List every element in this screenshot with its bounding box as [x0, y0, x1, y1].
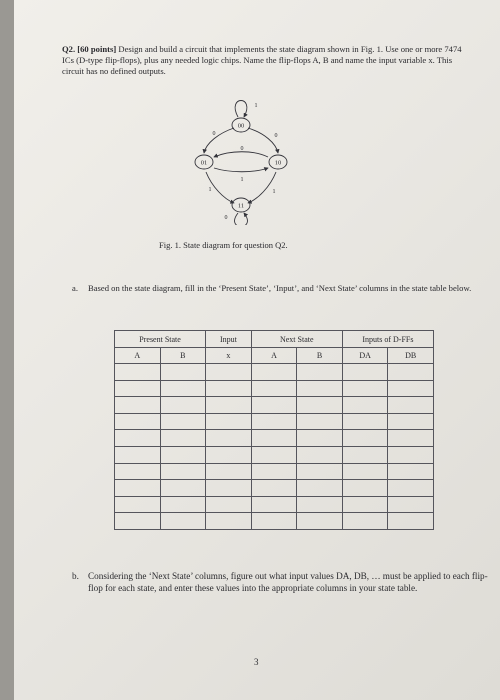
table-row [115, 413, 434, 430]
table-cell [388, 496, 434, 513]
state-table-body [115, 364, 434, 530]
table-cell [297, 496, 343, 513]
table-cell [297, 397, 343, 414]
table-cell [115, 430, 161, 447]
table-cell [115, 447, 161, 464]
table-row [115, 430, 434, 447]
loop-00 [235, 101, 247, 118]
table-cell [388, 447, 434, 464]
table-cell [342, 513, 388, 530]
table-cell [342, 463, 388, 480]
edge-10-01 [214, 152, 268, 157]
state-diagram [164, 95, 314, 225]
state-11-label: 11 [237, 202, 245, 210]
table-sub-header-row [115, 348, 434, 364]
table-cell [160, 447, 206, 464]
page-number: 3 [254, 657, 259, 667]
table-cell [206, 447, 252, 464]
edge-00-10 [248, 128, 278, 153]
edge-10-11 [248, 172, 276, 203]
table-cell [342, 413, 388, 430]
table-cell [297, 364, 343, 381]
table-group-header-row [115, 331, 434, 348]
table-cell [160, 380, 206, 397]
part-b [72, 571, 492, 594]
table-cell [115, 513, 161, 530]
label-10-01: 0 [240, 146, 244, 152]
table-cell [206, 413, 252, 430]
table-cell [160, 496, 206, 513]
table-cell [342, 380, 388, 397]
table-cell [388, 430, 434, 447]
table-cell [115, 413, 161, 430]
table-cell [160, 430, 206, 447]
part-a [72, 283, 472, 294]
subheader-db: DB [388, 348, 434, 364]
header-present-state: Present State [115, 331, 206, 348]
table-cell [342, 447, 388, 464]
table-cell [206, 496, 252, 513]
subheader-present-b: B [160, 348, 206, 364]
table-cell [115, 397, 161, 414]
table-cell [342, 397, 388, 414]
state-01-label: 01 [200, 159, 208, 167]
table-cell [251, 463, 297, 480]
header-next-state: Next State [251, 331, 342, 348]
label-00-01: 0 [212, 131, 216, 137]
part-a-label: a. [72, 283, 78, 293]
table-row [115, 364, 434, 381]
label-loop-00: 1 [254, 103, 258, 109]
part-b-text: Considering the ‘Next State’ columns, figure out what input values DA, DB, … must be applied to each flip-flop for each state, and enter these values into the appropriate columns in your state table. [88, 571, 488, 593]
subheader-present-a: A [115, 348, 161, 364]
table-cell [251, 480, 297, 497]
table-cell [388, 480, 434, 497]
table-cell [342, 430, 388, 447]
question-header [62, 44, 472, 77]
table-cell [342, 480, 388, 497]
table-cell [115, 380, 161, 397]
table-row [115, 380, 434, 397]
table-cell [388, 463, 434, 480]
table-cell [206, 480, 252, 497]
table-cell [160, 364, 206, 381]
header-input: Input [206, 331, 252, 348]
table-cell [251, 397, 297, 414]
part-a-text: Based on the state diagram, fill in the ‘Present State’, ‘Input’, and ‘Next State’ columns in the state table below. [88, 283, 472, 293]
label-00-10: 0 [274, 133, 278, 139]
table-cell [342, 496, 388, 513]
table-cell [206, 463, 252, 480]
state-table [114, 330, 434, 530]
table-row [115, 496, 434, 513]
label-01-11: 1 [208, 187, 212, 193]
table-cell [206, 397, 252, 414]
table-row [115, 513, 434, 530]
table-cell [160, 480, 206, 497]
table-cell [251, 413, 297, 430]
table-row [115, 447, 434, 464]
table-cell [115, 364, 161, 381]
table-row [115, 397, 434, 414]
table-cell [251, 496, 297, 513]
question-body: Design and build a circuit that implements the state diagram shown in Fig. 1. Use one or more 7474 ICs (D-type flip-flops), plus any needed logic chips. Name the flip-flops A, B and name the input variable x. This circuit has no defined outputs. [62, 44, 462, 76]
loop-11 [235, 213, 248, 225]
table-cell [206, 364, 252, 381]
subheader-next-b: B [297, 348, 343, 364]
part-b-label: b. [72, 571, 79, 581]
table-cell [297, 513, 343, 530]
table-cell [115, 496, 161, 513]
state-10-label: 10 [274, 159, 282, 167]
table-cell [251, 364, 297, 381]
table-cell [160, 413, 206, 430]
label-loop-11: 0 [224, 215, 228, 221]
subheader-next-a: A [251, 348, 297, 364]
table-row [115, 463, 434, 480]
label-01-10: 1 [240, 177, 244, 183]
table-cell [251, 447, 297, 464]
table-cell [297, 380, 343, 397]
table-cell [206, 380, 252, 397]
table-cell [160, 463, 206, 480]
table-cell [206, 430, 252, 447]
table-cell [206, 513, 252, 530]
table-cell [251, 380, 297, 397]
table-cell [160, 513, 206, 530]
table-cell [297, 480, 343, 497]
table-cell [388, 413, 434, 430]
table-cell [342, 364, 388, 381]
table-cell [297, 430, 343, 447]
edge-01-10 [214, 168, 268, 172]
worksheet-page [14, 0, 500, 700]
table-cell [388, 364, 434, 381]
table-cell [388, 380, 434, 397]
table-cell [160, 397, 206, 414]
table-cell [251, 430, 297, 447]
table-cell [297, 463, 343, 480]
question-label: Q2. [60 points] [62, 44, 117, 54]
table-cell [297, 413, 343, 430]
state-00-label: 00 [237, 122, 245, 130]
subheader-da: DA [342, 348, 388, 364]
subheader-input-x: x [206, 348, 252, 364]
table-cell [115, 480, 161, 497]
figure-caption: Fig. 1. State diagram for question Q2. [159, 240, 288, 250]
table-cell [115, 463, 161, 480]
edge-00-01 [204, 128, 234, 153]
table-row [115, 480, 434, 497]
header-dff-inputs: Inputs of D-FFs [342, 331, 433, 348]
table-cell [297, 447, 343, 464]
table-cell [388, 397, 434, 414]
table-cell [388, 513, 434, 530]
label-10-11: 1 [272, 189, 276, 195]
table-cell [251, 513, 297, 530]
